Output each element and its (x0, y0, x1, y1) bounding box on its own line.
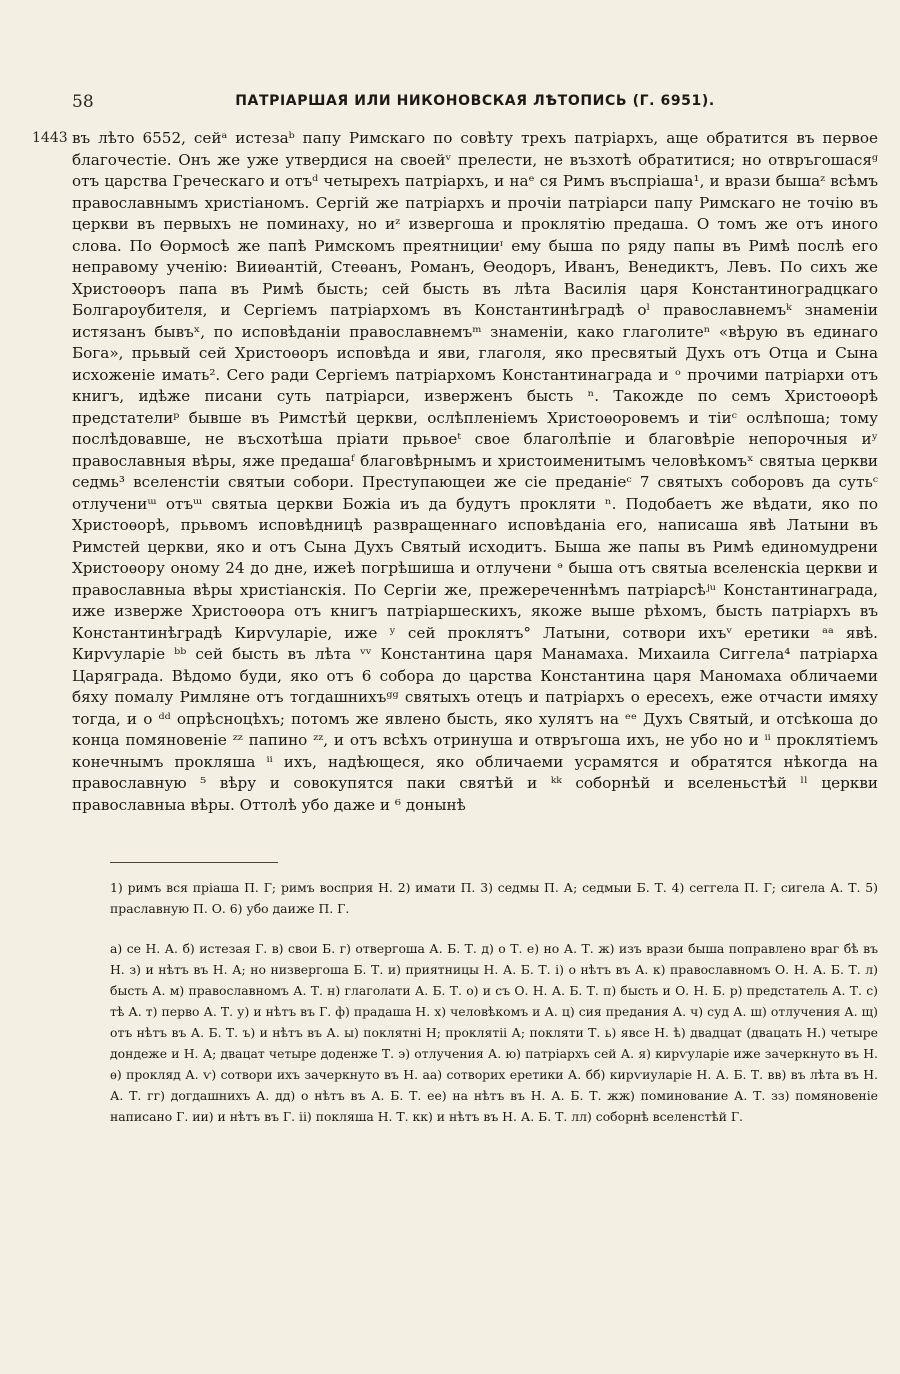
running-title: ПАТРІАРШАЯ ИЛИ НИКОНОВСКАЯ ЛѢТОПИСЬ (Г. 6951). (235, 93, 715, 109)
main-paragraph: въ лѣто 6552, сейᵃ истезаᵇ папу Римскаго по совѣту трехъ патріархъ, аще обратится въ первое благочестіе. Онъ же уже утвердися на своейᵛ прелести, не възхотѣ обратитися; но отвръгошасяᵍ отъ царства Греческаго и отъᵈ четырехъ патріархъ, и наᵉ ся Римъ въспріаша¹, и врази бышаᶻ всѣмъ православнымъ христіаномъ. Сергій же патріархъ и прочіи патріарси папу Римскаго не точію въ церкви въ первыхъ не поминаху, но иᶻ извергоша и проклятію предаша. О томъ же отъ иного слова. По Ѳормосѣ же папѣ Римскомъ преятницииᶦ ему быша по ряду папы въ Римѣ послѣ его неправому ученію: Вииѳантій, Стеѳанъ, Романъ, Ѳеодоръ, Иванъ, Венедиктъ, Левъ. По сихъ же Христоѳоръ папа въ Римѣ бысть; сей бысть въ лѣта Василія царя Константиноградцкаго Болгароубителя, и Сергіемъ патріархомъ въ Константинѣградѣ оˡ православнемъᵏ знаменіи истязанъ бывъˣ, по исповѣданіи православнемъᵐ знаменіи, како глаголитеⁿ «вѣрую въ единаго Бога», прьвый сей Христоѳоръ исповѣда и яви, глаголя, яко пресвятый Духъ отъ Отца и Сына исхоженіе имать². Сего ради Сергіемъ патріархомъ Константинаграда и ᵒ прочими патріархи отъ книгъ, идѣже писани суть патріарси, изверженъ бысть ⁿ. Такожде по семъ Христоѳорѣ предстателиᵖ бывше въ Римстѣй церкви, ослѣпленіемъ Христоѳоровемъ и тіиᶜ ослѣпоша; тому послѣдовавше, не въсхотѣша пріати прьвоеᵗ свое благолѣпіе и благовѣріе непорочныя иʸ православныя вѣры, яже предашаᶠ благовѣрнымъ и христоименитымъ человѣкомъˣ святыа церкви седмь³ вселенстіи святыи собори. Преступающеи же сіе преданіеᶜ 7 святыхъ соборовъ да сутьᶜ отлучениᵚ отъᵚ святыа церкви Божіа иъ да будутъ прокляти ⁿ. Подобаетъ же вѣдати, яко по Христоѳорѣ, прьвомъ исповѣдницѣ развращеннаго исповѣданіа его, написаша явѣ Латыни въ Римстей церкви, яко и отъ Сына Духъ Святый исходитъ. Быша же папы въ Римѣ единомудрени Христоѳору оному 24 до дне, ижеѣ погрѣшиша и отлучени ᵊ быша отъ святыа вселенскіа церкви и православныа вѣры христіанскія. По Сергіи же, прежереченнѣмъ патріарсѣʲᵘ Константинаграда, иже изверже Христоѳора отъ книгъ патріаршескихъ, якоже выше рѣхомъ, бысть патріархъ въ Константинѣградѣ Кирѵуларіе, иже ʸ сей проклятъ° Латыни, сотвори ихъᵛ еретики ᵃᵃ явѣ. Кирѵуларіе ᵇᵇ сей бысть въ лѣта ᵛᵛ Константина царя Манамаха. Михаила Сиггела⁴ патріарха Царяграда. Вѣдомо буди, яко отъ 6 собора до царства Константина царя Маномаха обличаеми бяху помалу Римляне отъ тогдашнихъᵍᵍ святыхъ отецъ и патріархъ о ересехъ, еже отчасти имяху тогда, и о ᵈᵈ опрѣсноцѣхъ; потомъ же явлено бысть, яко хулятъ на ᵉᵉ Духъ Святый, и отсѣкоша до конца помяновеніе ᶻᶻ папино ᶻᶻ, и отъ всѣхъ отринуша и отвръгоша ихъ, не убо но и ⁱⁱ проклятіемъ конечнымъ прокляша ⁱⁱ ихъ, надѣющеся, яко обличаеми усрамятся и обратятся нѣкогда на православную ⁵ вѣру и совокупятся паки святѣй и ᵏᵏ соборнѣй и вселеньстѣй ˡˡ церкви православныа вѣры. Оттолѣ убо даже и ⁶ донынѣ (72, 129, 878, 814)
footnotes-text: а) се Н. А. б) истезая Г. в) свои Б. г) отвергоша А. Б. Т. д) о Т. е) но А. Т. ж) изъ врази быша поправлено враг бѣ въ Н. з) и нѣтъ въ Н. А; но низвергоша Б. Т. и) приятницы Н. А. Б. Т. і) о нѣтъ въ А. к) православномъ О. Н. А. Б. Т. л) бысть А. м) православномъ А. Т. н) глаголати А. Б. Т. о) и съ О. Н. А. Б. Т. п) бысть и О. Н. Б. р) предстатель А. Т. с) тѣ А. т) перво А. Т. у) и нѣтъ въ Г. ф) прадаша Н. х) человѣкомъ и А. ц) сия предания А. ч) суд А. ш) отлучения А. щ) отъ нѣтъ въ А. Б. Т. ъ) и нѣтъ въ А. ы) поклятні Н; проклятіі А; покляти Т. ь) явсе Н. ѣ) двадцат (двацать Н.) четыре дондеже и Н. А; двацат четыре доденже Т. э) отлучения А. ю) патріархъ сей А. я) кирѵуларіе иже зачеркнуто въ Н. ѳ) прокляд А. ѵ) сотвори ихъ зачеркнуто въ Н. аа) сотворих еретики А. бб) кирѵиуларіе Н. А. Б. Т. вв) въ лѣта въ Н. А. Т. гг) догдашнихъ А. дд) о нѣтъ въ А. Б. Т. ее) на нѣтъ въ Н. А. Б. Т. жж) поминование А. Т. зз) помяновеніе написано Г. ии) и нѣтъ въ Г. іі) покляша Н. Т. кк) и нѣтъ въ Н. А. Б. Т. лл) соборнѣ вселенстѣй Г. (110, 941, 878, 1124)
variant-readings-text: 1) римъ вся пріаша П. Г; римъ восприя Н. 2) имати П. 3) седмы П. А; седмыи Б. Т. 4) сеггела П. Г; сигела А. Т. 5) праславную П. О. 6) убо даиже П. Г. (110, 880, 878, 916)
page-number: 58 (72, 92, 94, 112)
page-header (72, 92, 878, 114)
variant-readings (110, 878, 878, 919)
footnote-divider (110, 862, 278, 863)
margin-year: 1443 (32, 130, 68, 146)
chronicle-text (72, 128, 878, 816)
footnotes (110, 938, 878, 1127)
